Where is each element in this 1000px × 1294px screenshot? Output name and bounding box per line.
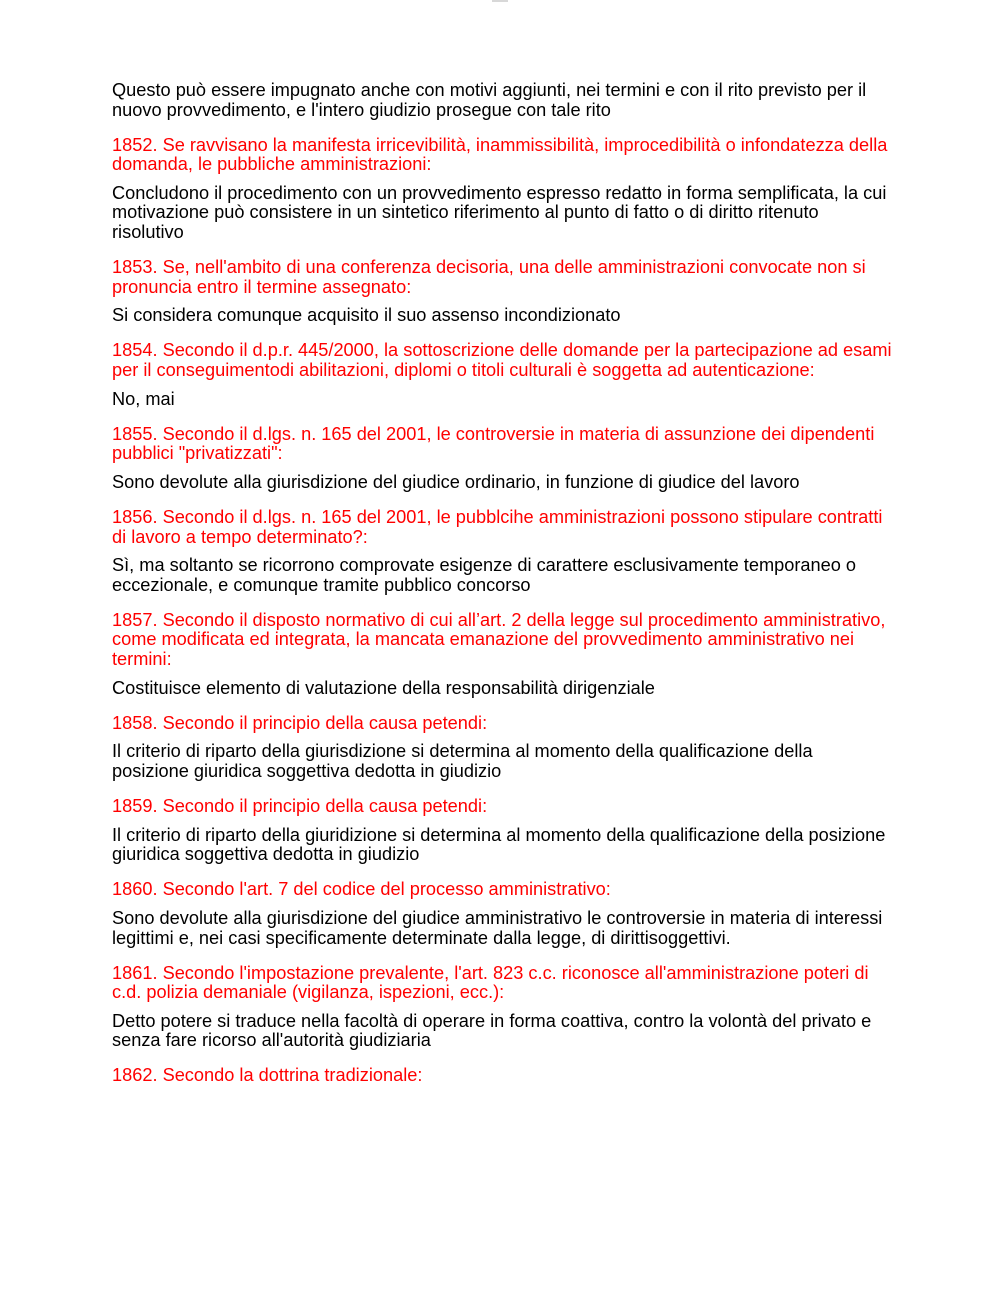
question-text: 1856. Secondo il d.lgs. n. 165 del 2001, le pubblcihe amministrazioni possono stipulare contratti di lavoro a tempo determinato?:: [112, 507, 883, 547]
entry-1860: [112, 880, 892, 948]
answer-text: Sì, ma soltanto se ricorrono comprovate esigenze di carattere esclusivamente temporaneo o eccezionale, e comunque tramite pubblico concorso: [112, 555, 857, 595]
question-text: 1859. Secondo il principio della causa petendi:: [112, 796, 488, 817]
answer-text: Costituisce elemento di valutazione della responsabilità dirigenziale: [112, 677, 655, 698]
entry-1858: [112, 714, 892, 782]
entry-1854: [112, 341, 892, 409]
entry-1862: [112, 1066, 892, 1086]
question-text: 1858. Secondo il principio della causa petendi:: [112, 712, 488, 733]
header-mark: [492, 0, 508, 2]
question-text: 1855. Secondo il d.lgs. n. 165 del 2001, le controversie in materia di assunzione dei dipendenti pubblici "privatizzati":: [112, 423, 875, 464]
document-page: [112, 81, 892, 1095]
entry-1859: [112, 797, 892, 865]
entry-1852: [112, 136, 892, 243]
question-text: 1853. Se, nell'ambito di una conferenza decisoria, una delle amministrazioni convocate non si pronuncia entro il termine assegnato:: [112, 257, 866, 297]
answer-text: No, mai: [112, 388, 175, 409]
entry-1857: [112, 611, 892, 698]
answer-text: Si considera comunque acquisito il suo assenso incondizionato: [112, 305, 621, 326]
answer-text: Sono devolute alla giurisdizione del giudice ordinario, in funzione di giudice del lavoro: [112, 471, 800, 492]
answer-text: Detto potere si traduce nella facoltà di operare in forma coattiva, contro la volontà del privato e senza fare ricorso all'autorità giudiziaria: [112, 1010, 872, 1051]
question-text: 1852. Se ravvisano la manifesta irricevibilità, inammissibilità, improcedibilità o infondatezza della domanda, le pubbliche amministrazioni:: [112, 134, 888, 175]
entry-1853: [112, 258, 892, 326]
entry-1856: [112, 508, 892, 595]
intro-answer: Questo può essere impugnato anche con motivi aggiunti, nei termini e con il rito previsto per il nuovo provvedimento, e l'intero giudizio prosegue con tale rito: [112, 80, 867, 120]
question-text: 1862. Secondo la dottrina tradizionale:: [112, 1065, 423, 1086]
answer-text: Sono devolute alla giurisdizione del giudice amministrativo le controversie in materia di interessi legittimi e, nei casi specificamente determinate dalla legge, di dirittisoggettivi.: [112, 907, 883, 948]
question-text: 1861. Secondo l'impostazione prevalente, l'art. 823 c.c. riconosce all'amministrazione poteri di c.d. polizia demaniale (vigilanza, ispezioni, ecc.):: [112, 962, 869, 1003]
answer-text: Concludono il procedimento con un provvedimento espresso redatto in forma semplificata, la cui motivazione può consistere in un sintetico riferimento al punto di fatto o di diritto ritenuto risolutivo: [112, 182, 887, 243]
answer-text: Il criterio di riparto della giuridizione si determina al momento della qualificazione della posizione giuridica soggettiva dedotta in giudizio: [112, 824, 886, 865]
question-text: 1860. Secondo l'art. 7 del codice del processo amministrativo:: [112, 879, 611, 900]
entry-1855: [112, 425, 892, 493]
question-text: 1857. Secondo il disposto normativo di cui all’art. 2 della legge sul procedimento amministrativo, come modificata ed integrata, la mancata emanazione del provvedimento amministrativo nei termini:: [112, 609, 886, 670]
question-text: 1854. Secondo il d.p.r. 445/2000, la sottoscrizione delle domande per la partecipazione ad esami per il conseguimentodi abilitazioni, diplomi o titoli culturali è soggetta ad autenticazione:: [112, 340, 892, 381]
entry-1861: [112, 964, 892, 1051]
answer-text: Il criterio di riparto della giurisdizione si determina al momento della qualificazione della posizione giuridica soggettiva dedotta in giudizio: [112, 741, 813, 781]
